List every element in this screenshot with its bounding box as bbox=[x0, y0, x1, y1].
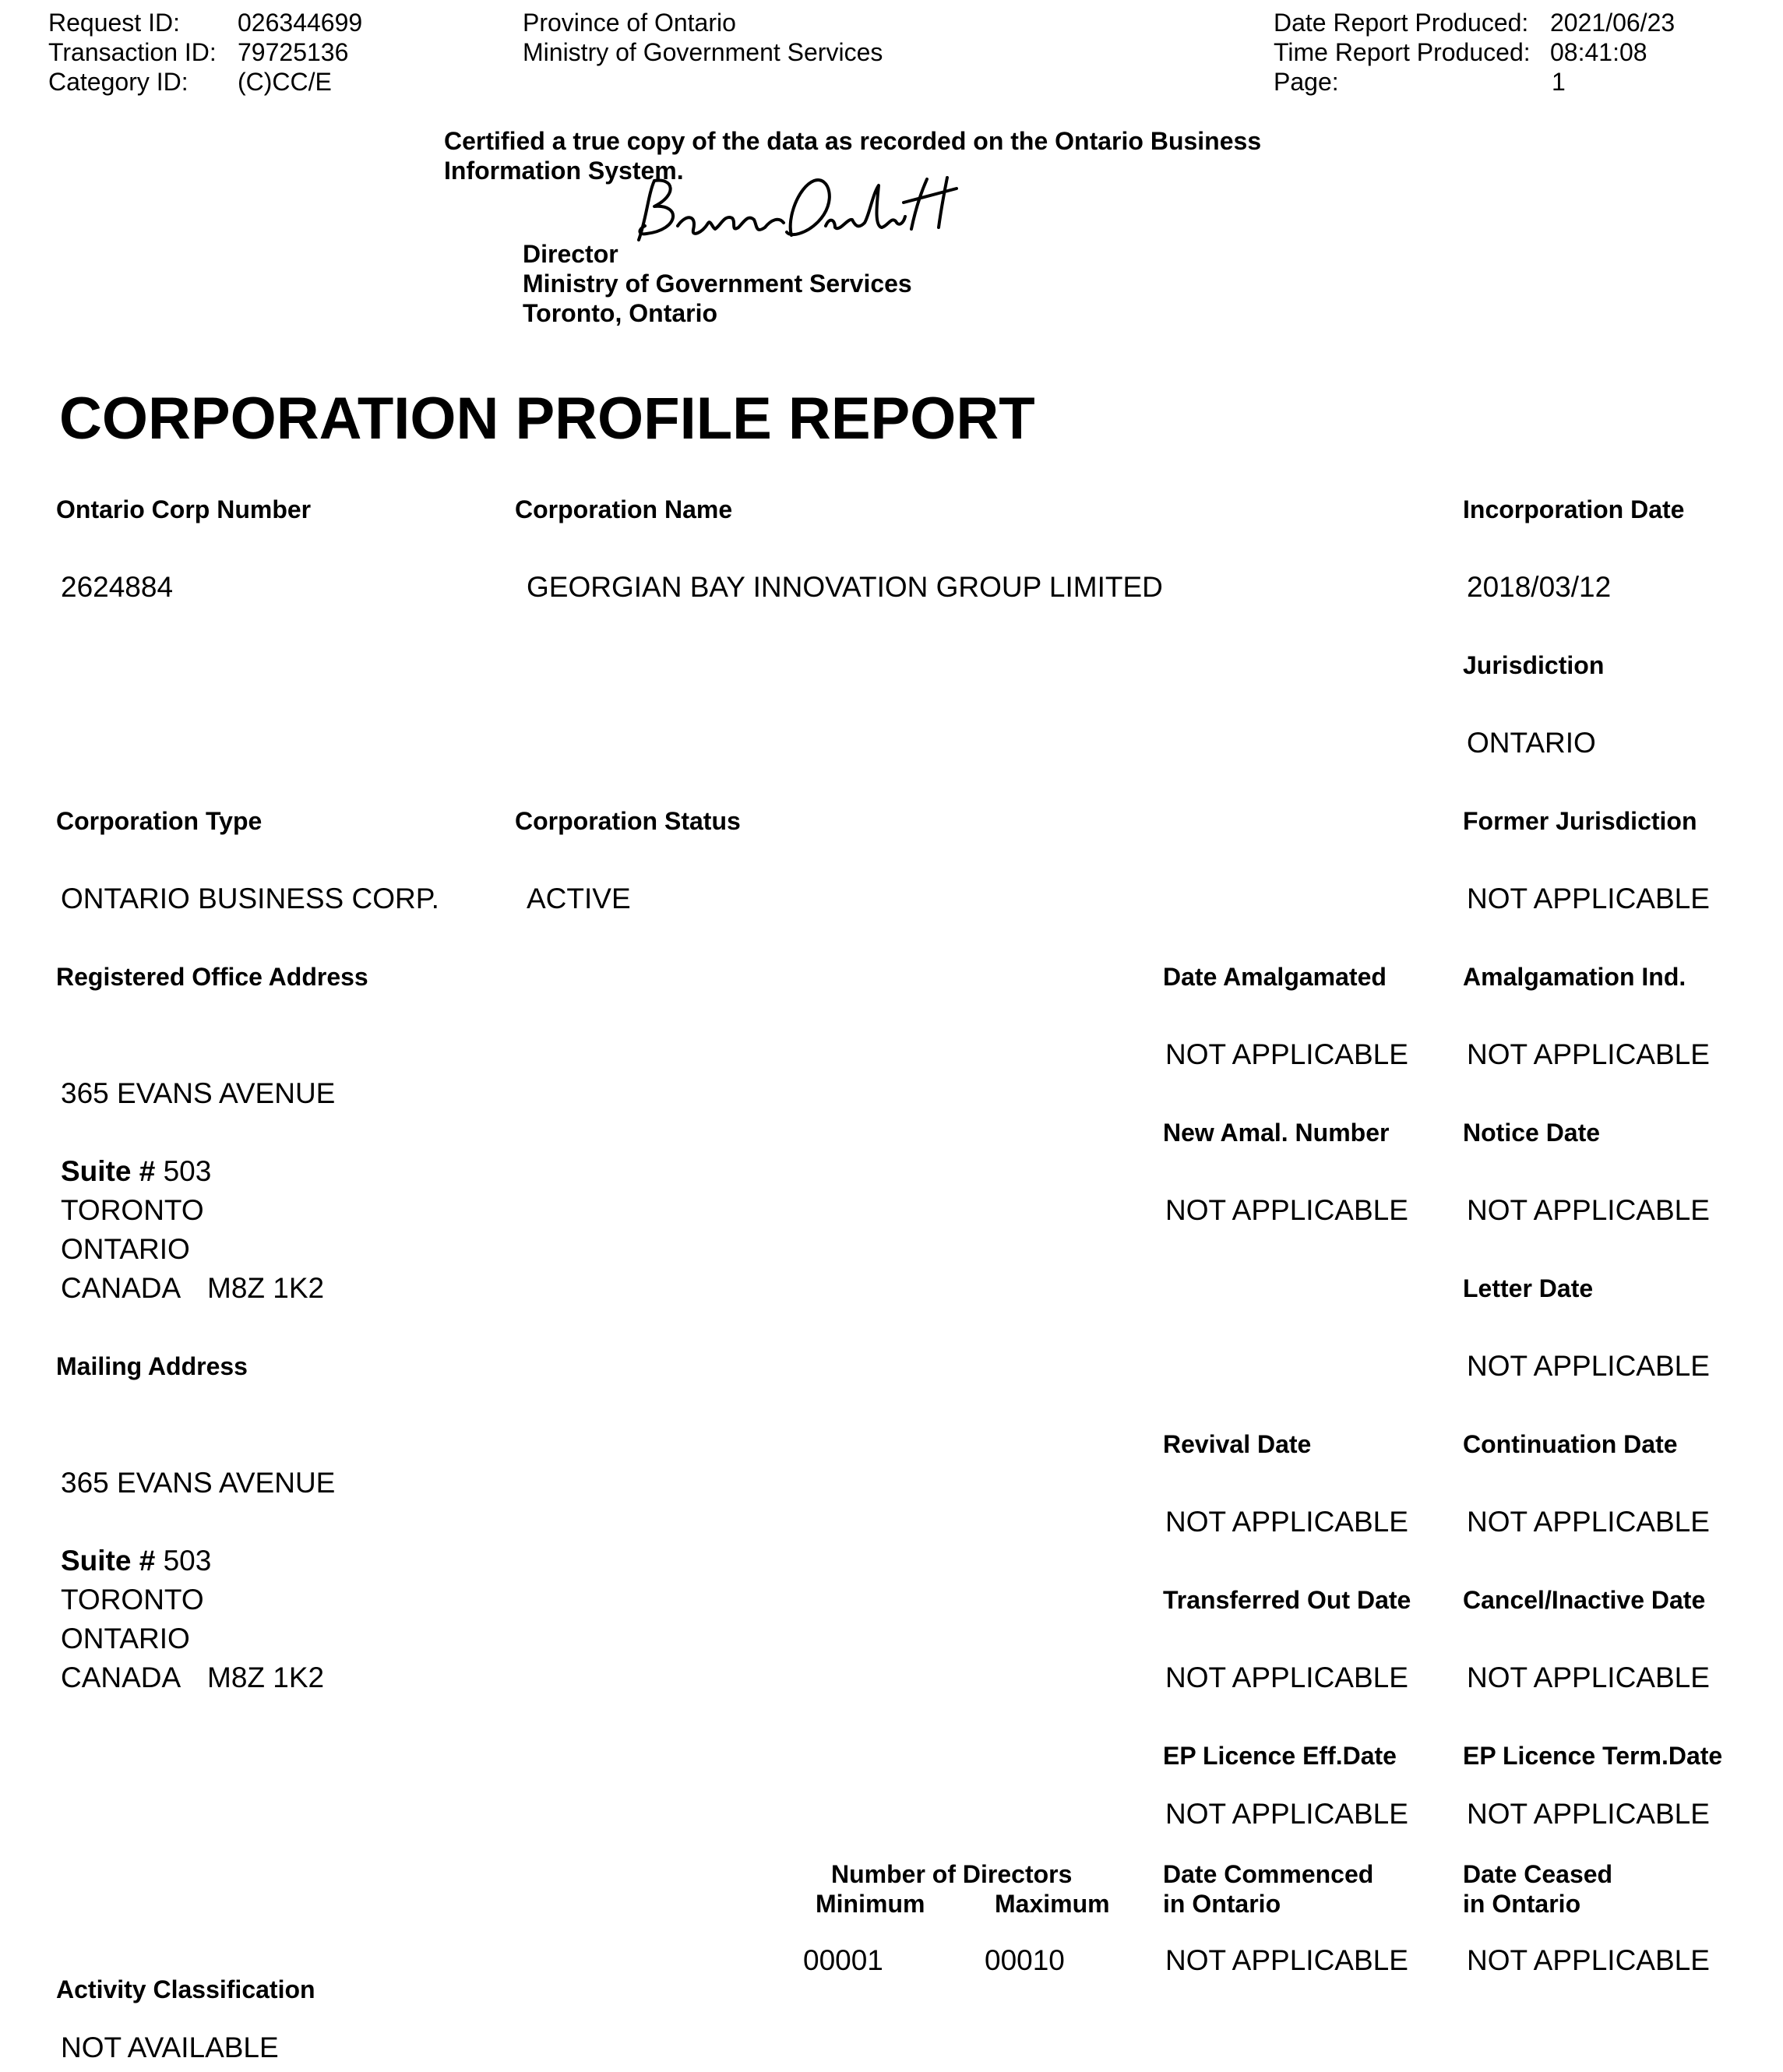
mailing-city: TORONTO bbox=[61, 1584, 204, 1616]
ep-licence-term-label: EP Licence Term.Date bbox=[1463, 1742, 1723, 1770]
request-id-label: Request ID: bbox=[48, 9, 180, 37]
date-ceased-label: Date Ceased bbox=[1463, 1860, 1613, 1888]
suite-number: 503 bbox=[163, 1545, 212, 1577]
director-role: Director bbox=[523, 240, 618, 268]
continuation-date-label: Continuation Date bbox=[1463, 1430, 1678, 1458]
revival-date-label: Revival Date bbox=[1163, 1430, 1312, 1458]
amalgamation-ind-value: NOT APPLICABLE bbox=[1467, 1038, 1710, 1070]
transferred-out-value: NOT APPLICABLE bbox=[1165, 1661, 1408, 1693]
incorporation-date-label: Incorporation Date bbox=[1463, 495, 1685, 523]
date-commenced-value: NOT APPLICABLE bbox=[1165, 1944, 1408, 1976]
directors-label: Number of Directors bbox=[831, 1860, 1073, 1888]
mailing-street: 365 EVANS AVENUE bbox=[61, 1467, 336, 1499]
directors-min-label: Minimum bbox=[816, 1890, 925, 1918]
jurisdiction-label: Jurisdiction bbox=[1463, 651, 1605, 679]
letter-date-value: NOT APPLICABLE bbox=[1467, 1350, 1710, 1382]
activity-classification-value: NOT AVAILABLE bbox=[61, 2031, 279, 2063]
cancel-inactive-value: NOT APPLICABLE bbox=[1467, 1661, 1710, 1693]
ministry-text: Ministry of Government Services bbox=[523, 38, 883, 66]
former-jurisdiction-value: NOT APPLICABLE bbox=[1467, 883, 1710, 914]
mailing-country: CANADA bbox=[61, 1661, 181, 1693]
new-amal-number-label: New Amal. Number bbox=[1163, 1119, 1390, 1147]
corp-number-value: 2624884 bbox=[61, 571, 174, 603]
letter-date-label: Letter Date bbox=[1463, 1274, 1594, 1302]
registered-office-country: CANADA bbox=[61, 1272, 181, 1304]
cancel-inactive-label: Cancel/Inactive Date bbox=[1463, 1586, 1706, 1614]
registered-office-label: Registered Office Address bbox=[56, 963, 368, 991]
report-title: CORPORATION PROFILE REPORT bbox=[59, 386, 1035, 452]
date-report-label: Date Report Produced: bbox=[1274, 9, 1529, 37]
ep-licence-term-value: NOT APPLICABLE bbox=[1467, 1798, 1710, 1830]
corp-name-value: GEORGIAN BAY INNOVATION GROUP LIMITED bbox=[527, 571, 1163, 603]
suite-number: 503 bbox=[163, 1155, 212, 1187]
new-amal-number-value: NOT APPLICABLE bbox=[1165, 1194, 1408, 1226]
province-text: Province of Ontario bbox=[523, 9, 736, 37]
date-amalgamated-label: Date Amalgamated bbox=[1163, 963, 1387, 991]
registered-office-suite bbox=[61, 1157, 211, 1186]
date-report-value: 2021/06/23 bbox=[1550, 9, 1676, 37]
category-id-label: Category ID: bbox=[48, 68, 189, 96]
corp-type-label: Corporation Type bbox=[56, 807, 263, 835]
date-ceased-label-line2: in Ontario bbox=[1463, 1890, 1581, 1918]
ep-licence-eff-label: EP Licence Eff.Date bbox=[1163, 1742, 1397, 1770]
date-commenced-label: Date Commenced bbox=[1163, 1860, 1374, 1888]
date-commenced-label-line2: in Ontario bbox=[1163, 1890, 1281, 1918]
transaction-id-label: Transaction ID: bbox=[48, 38, 217, 66]
mailing-province: ONTARIO bbox=[61, 1623, 190, 1654]
registered-office-street: 365 EVANS AVENUE bbox=[61, 1077, 336, 1109]
time-report-label: Time Report Produced: bbox=[1274, 38, 1531, 66]
corp-name-label: Corporation Name bbox=[515, 495, 733, 523]
suite-label: Suite # bbox=[61, 1545, 156, 1577]
mailing-suite bbox=[61, 1546, 211, 1575]
continuation-date-value: NOT APPLICABLE bbox=[1467, 1506, 1710, 1538]
ep-licence-eff-value: NOT APPLICABLE bbox=[1165, 1798, 1408, 1830]
suite-label: Suite # bbox=[61, 1155, 156, 1187]
director-ministry: Ministry of Government Services bbox=[523, 270, 912, 298]
page-label: Page: bbox=[1274, 68, 1339, 96]
revival-date-value: NOT APPLICABLE bbox=[1165, 1506, 1408, 1538]
director-location: Toronto, Ontario bbox=[523, 299, 718, 327]
corp-status-value: ACTIVE bbox=[527, 883, 631, 914]
former-jurisdiction-label: Former Jurisdiction bbox=[1463, 807, 1697, 835]
page-number: 1 bbox=[1552, 68, 1566, 96]
corp-number-label: Ontario Corp Number bbox=[56, 495, 312, 523]
registered-office-city: TORONTO bbox=[61, 1194, 204, 1226]
transferred-out-label: Transferred Out Date bbox=[1163, 1586, 1411, 1614]
activity-classification-label: Activity Classification bbox=[56, 1975, 315, 2003]
request-id: 026344699 bbox=[238, 9, 363, 37]
directors-min-value: 00001 bbox=[803, 1944, 883, 1976]
directors-max-value: 00010 bbox=[985, 1944, 1065, 1976]
mailing-postal: M8Z 1K2 bbox=[207, 1661, 325, 1693]
notice-date-label: Notice Date bbox=[1463, 1119, 1601, 1147]
date-amalgamated-value: NOT APPLICABLE bbox=[1165, 1038, 1408, 1070]
certification-statement: Certified a true copy of the data as recorded on the Ontario Business Information System. bbox=[444, 127, 1262, 185]
jurisdiction-value: ONTARIO bbox=[1467, 727, 1596, 759]
corp-type-value: ONTARIO BUSINESS CORP. bbox=[61, 883, 439, 914]
notice-date-value: NOT APPLICABLE bbox=[1467, 1194, 1710, 1226]
transaction-id: 79725136 bbox=[238, 38, 349, 66]
registered-office-province: ONTARIO bbox=[61, 1233, 190, 1265]
directors-max-label: Maximum bbox=[995, 1890, 1110, 1918]
date-ceased-value: NOT APPLICABLE bbox=[1467, 1944, 1710, 1976]
time-report-value: 08:41:08 bbox=[1550, 38, 1647, 66]
corp-status-label: Corporation Status bbox=[515, 807, 741, 835]
amalgamation-ind-label: Amalgamation Ind. bbox=[1463, 963, 1686, 991]
mailing-address-label: Mailing Address bbox=[56, 1352, 248, 1380]
director-signature bbox=[631, 171, 958, 257]
incorporation-date-value: 2018/03/12 bbox=[1467, 571, 1612, 603]
registered-office-postal: M8Z 1K2 bbox=[207, 1272, 325, 1304]
category-id: (C)CC/E bbox=[238, 68, 332, 96]
